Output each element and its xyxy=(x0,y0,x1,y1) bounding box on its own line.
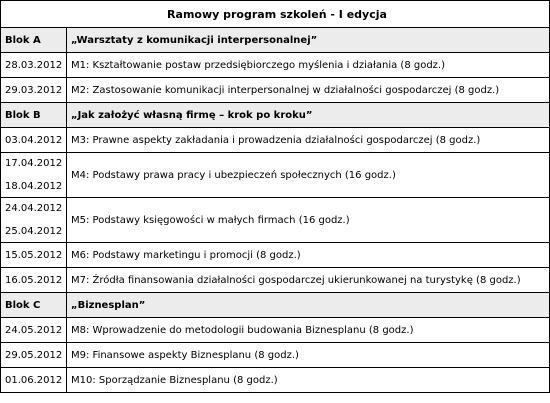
module-date: 16.05.2012 xyxy=(5,274,63,286)
block-label: Blok C xyxy=(1,293,67,318)
module-dates xyxy=(1,198,67,243)
module-row xyxy=(1,343,550,368)
module-dates xyxy=(1,128,67,153)
module-dates xyxy=(1,268,67,293)
module-row xyxy=(1,268,550,293)
module-date: 03.04.2012 xyxy=(5,134,63,146)
module-date: 01.06.2012 xyxy=(5,374,63,386)
module-dates xyxy=(1,243,67,268)
module-row xyxy=(1,53,550,78)
module-description: M5: Podstawy księgowości w małych firmach (16 godz.) xyxy=(67,198,550,243)
module-date: 15.05.2012 xyxy=(5,249,63,261)
block-label: Blok B xyxy=(1,103,67,128)
module-date: 29.03.2012 xyxy=(5,84,63,96)
module-description: M3: Prawne aspekty zakładania i prowadzenia działalności gospodarczej (8 godz.) xyxy=(67,128,550,153)
block-header-row xyxy=(1,28,550,53)
module-date: 18.04.2012 xyxy=(5,181,63,192)
block-title: „Biznesplan” xyxy=(67,293,550,318)
block-title: „Warsztaty z komunikacji interpersonalnej” xyxy=(67,28,550,53)
block-header-row xyxy=(1,293,550,318)
module-description: M2: Zastosowanie komunikacji interpersonalnej w działalności gospodarczej (8 godz.) xyxy=(67,78,550,103)
module-date: 24.05.2012 xyxy=(5,324,63,336)
module-date: 28.03.2012 xyxy=(5,59,63,71)
module-description: M10: Sporządzanie Biznesplanu (8 godz.) xyxy=(67,368,550,393)
module-dates xyxy=(1,78,67,103)
table-title: Ramowy program szkoleń - I edycja xyxy=(1,1,550,28)
module-row xyxy=(1,318,550,343)
module-description: M9: Finansowe aspekty Biznesplanu (8 godz.) xyxy=(67,343,550,368)
module-description: M1: Kształtowanie postaw przedsiębiorczego myślenia i działania (8 godz.) xyxy=(67,53,550,78)
module-dates xyxy=(1,368,67,393)
title-row xyxy=(1,1,550,28)
module-date: 29.05.2012 xyxy=(5,349,63,361)
schedule-body xyxy=(1,1,550,393)
module-description: M8: Wprowadzenie do metodologii budowania Biznesplanu (8 godz.) xyxy=(67,318,550,343)
module-date: 17.04.2012 xyxy=(5,158,63,169)
module-row xyxy=(1,128,550,153)
module-dates xyxy=(1,318,67,343)
module-row xyxy=(1,78,550,103)
block-header-row xyxy=(1,103,550,128)
module-dates xyxy=(1,53,67,78)
module-description: M4: Podstawy prawa pracy i ubezpieczeń społecznych (16 godz.) xyxy=(67,153,550,198)
block-label: Blok A xyxy=(1,28,67,53)
module-row xyxy=(1,243,550,268)
module-row xyxy=(1,198,550,243)
module-date: 24.04.2012 xyxy=(5,203,63,214)
module-dates xyxy=(1,343,67,368)
module-date: 25.04.2012 xyxy=(5,226,63,237)
module-dates xyxy=(1,153,67,198)
module-row xyxy=(1,368,550,393)
block-title: „Jak założyć własną firmę – krok po kroku” xyxy=(67,103,550,128)
module-row xyxy=(1,153,550,198)
module-description: M6: Podstawy marketingu i promocji (8 godz.) xyxy=(67,243,550,268)
module-description: M7: Źródła finansowania działalności gospodarczej ukierunkowanej na turystykę (8 godz.) xyxy=(67,268,550,293)
